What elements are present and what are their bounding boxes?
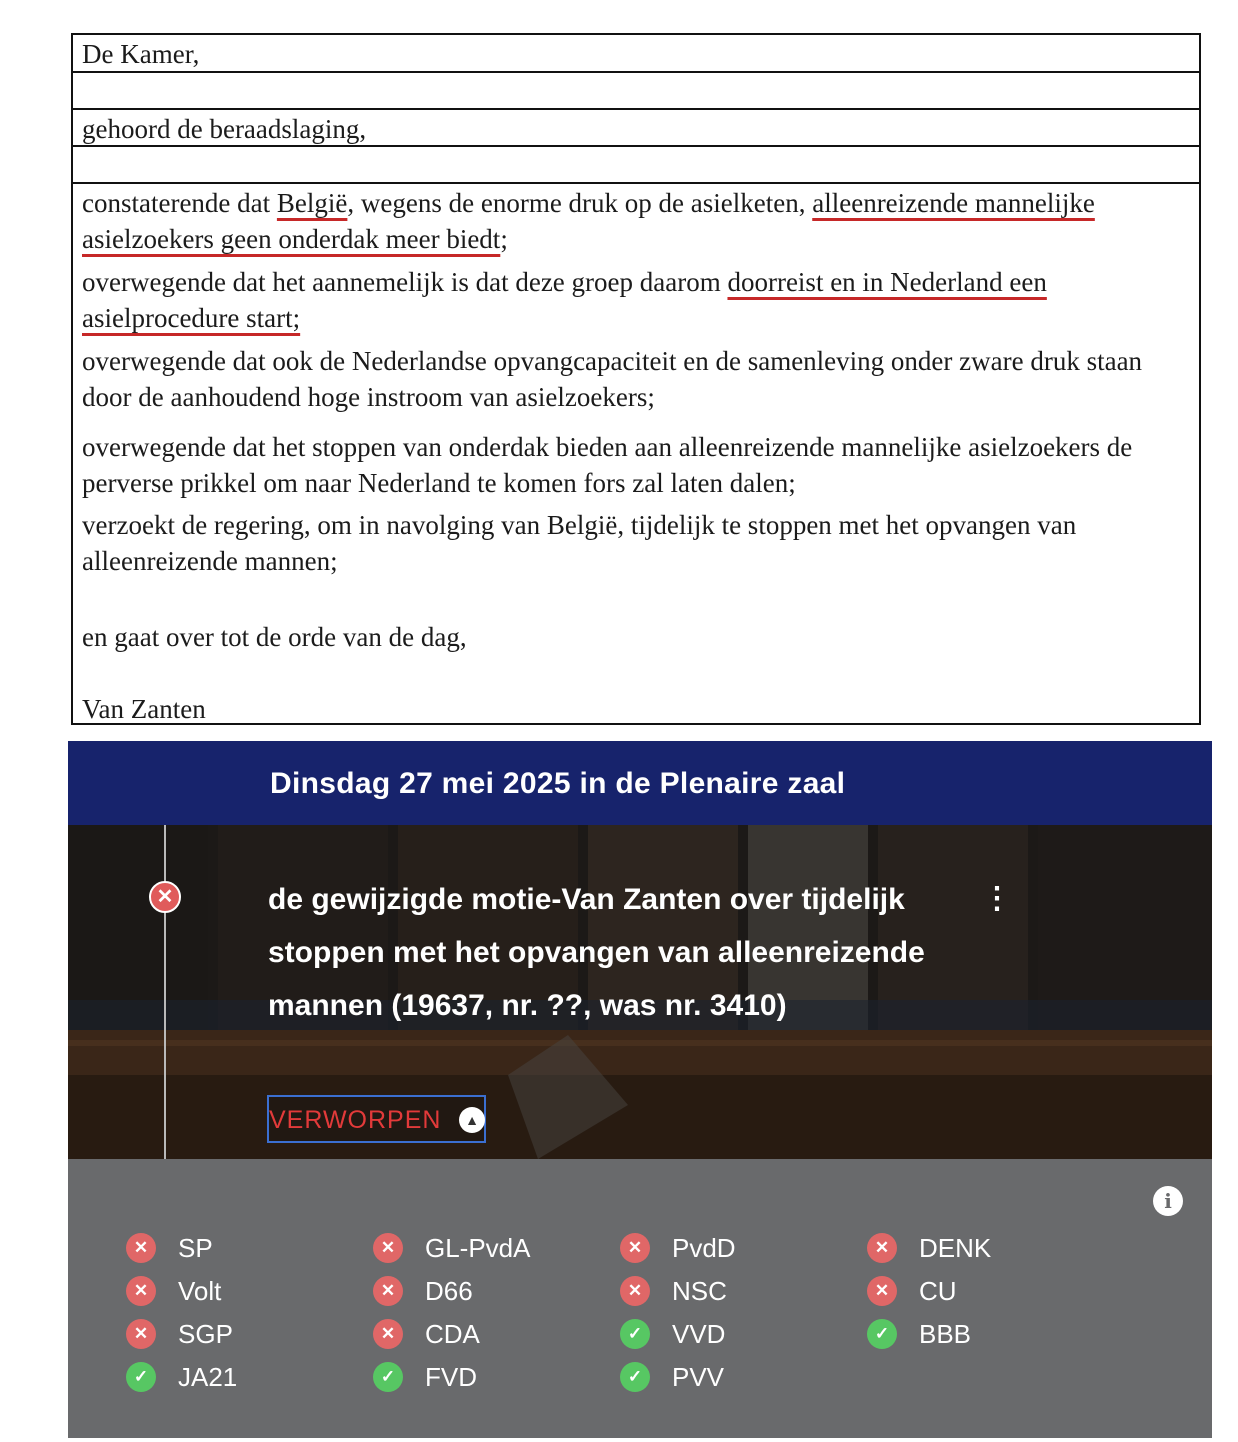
x-circle-icon: ✕ bbox=[620, 1276, 650, 1306]
text-fragment: overwegende dat het stoppen van onderdak bieden aan alleenreizende mannelijke asielzoekers de perverse prikkel om naar Nederland te komen fors zal laten dalen; bbox=[82, 432, 1133, 498]
considerations-block bbox=[82, 185, 1187, 579]
addressee-row bbox=[73, 35, 1199, 73]
x-circle-icon: ✕ bbox=[373, 1319, 403, 1349]
check-circle-icon: ✓ bbox=[620, 1362, 650, 1392]
x-circle-icon: ✕ bbox=[126, 1233, 156, 1263]
text-fragment: ; bbox=[500, 224, 508, 254]
vote-card bbox=[68, 741, 1212, 1438]
consideration-paragraph bbox=[82, 264, 1187, 336]
text-fragment: , wegens de enorme druk op de asielketen, bbox=[347, 188, 813, 218]
consideration-paragraph bbox=[82, 429, 1187, 501]
x-circle-icon: ✕ bbox=[867, 1276, 897, 1306]
x-circle-icon: ✕ bbox=[373, 1276, 403, 1306]
check-circle-icon: ✓ bbox=[620, 1319, 650, 1349]
x-circle-icon: ✕ bbox=[126, 1319, 156, 1349]
x-circle-icon: ✕ bbox=[126, 1276, 156, 1306]
x-circle-icon: ✕ bbox=[149, 881, 181, 913]
text-fragment: verzoekt de regering, om in navolging van België, tijdelijk te stoppen met het opvangen van alleenreizende mannen; bbox=[82, 510, 1077, 576]
empty-row bbox=[73, 73, 1199, 110]
consideration-paragraph bbox=[82, 507, 1187, 579]
underlined-phrase: alleenreizende mannelijke asielzoekers geen onderdak meer biedt bbox=[82, 188, 1095, 254]
x-circle-icon: ✕ bbox=[620, 1233, 650, 1263]
consideration-paragraph bbox=[82, 185, 1187, 257]
closing-text: en gaat over tot de orde van de dag, bbox=[82, 622, 467, 652]
empty-row bbox=[73, 147, 1199, 184]
result-label: VERWORPEN bbox=[269, 1106, 442, 1134]
text-fragment: overwegende dat ook de Nederlandse opvangcapaciteit en de samenleving onder zware druk staan door de aanhoudend hoge instroom van asielzoekers; bbox=[82, 346, 1143, 412]
info-icon[interactable]: i bbox=[1153, 1186, 1183, 1216]
check-circle-icon: ✓ bbox=[867, 1319, 897, 1349]
party-name: FVD bbox=[425, 1362, 477, 1392]
result-toggle-button[interactable] bbox=[267, 1095, 486, 1143]
text-fragment: constaterende dat bbox=[82, 188, 277, 218]
check-circle-icon: ✓ bbox=[373, 1362, 403, 1392]
party-name: JA21 bbox=[178, 1362, 238, 1392]
party-name: PVV bbox=[672, 1362, 725, 1392]
party-name: CU bbox=[919, 1276, 957, 1306]
party-name: CDA bbox=[425, 1319, 480, 1349]
check-circle-icon: ✓ bbox=[126, 1362, 156, 1392]
heard-text: gehoord de beraadslaging, bbox=[82, 114, 367, 144]
session-date: Dinsdag 27 mei 2025 in de Plenaire zaal bbox=[270, 767, 846, 800]
signer-name: Van Zanten bbox=[82, 694, 206, 724]
x-circle-icon: ✕ bbox=[373, 1233, 403, 1263]
card-header bbox=[68, 741, 1212, 825]
party-name: GL-PvdA bbox=[425, 1233, 531, 1263]
party-name: BBB bbox=[919, 1319, 972, 1349]
party-votes-panel bbox=[68, 1159, 1212, 1438]
party-name: NSC bbox=[672, 1276, 727, 1306]
x-circle-icon: ✕ bbox=[867, 1233, 897, 1263]
party-name: VVD bbox=[672, 1319, 726, 1349]
underlined-phrase: België bbox=[276, 188, 348, 218]
underlined-phrase: doorreist en in Nederland een asielprocedure start; bbox=[82, 267, 1047, 333]
motion-hero bbox=[68, 825, 1212, 1159]
party-name: Volt bbox=[178, 1276, 222, 1306]
party-name: SP bbox=[178, 1233, 213, 1263]
chevron-up-icon: ▲ bbox=[459, 1107, 485, 1133]
party-name: PvdD bbox=[672, 1233, 736, 1263]
motion-document bbox=[71, 33, 1201, 725]
vertical-ellipsis-icon[interactable]: ⋮ bbox=[982, 882, 1012, 915]
consideration-paragraph bbox=[82, 343, 1187, 415]
heard-row bbox=[73, 110, 1199, 147]
party-name: SGP bbox=[178, 1319, 233, 1349]
motion-title: de gewijzigde motie-Van Zanten over tijdelijk stoppen met het opvangen van alleenreizende mannen (19637, nr. ??, was nr. 3410) bbox=[268, 883, 925, 1022]
timeline-line bbox=[164, 825, 166, 1159]
party-name: D66 bbox=[425, 1276, 473, 1306]
addressee-text: De Kamer, bbox=[82, 39, 200, 69]
text-fragment: overwegende dat het aannemelijk is dat deze groep daarom bbox=[82, 267, 728, 297]
party-name: DENK bbox=[919, 1233, 992, 1263]
